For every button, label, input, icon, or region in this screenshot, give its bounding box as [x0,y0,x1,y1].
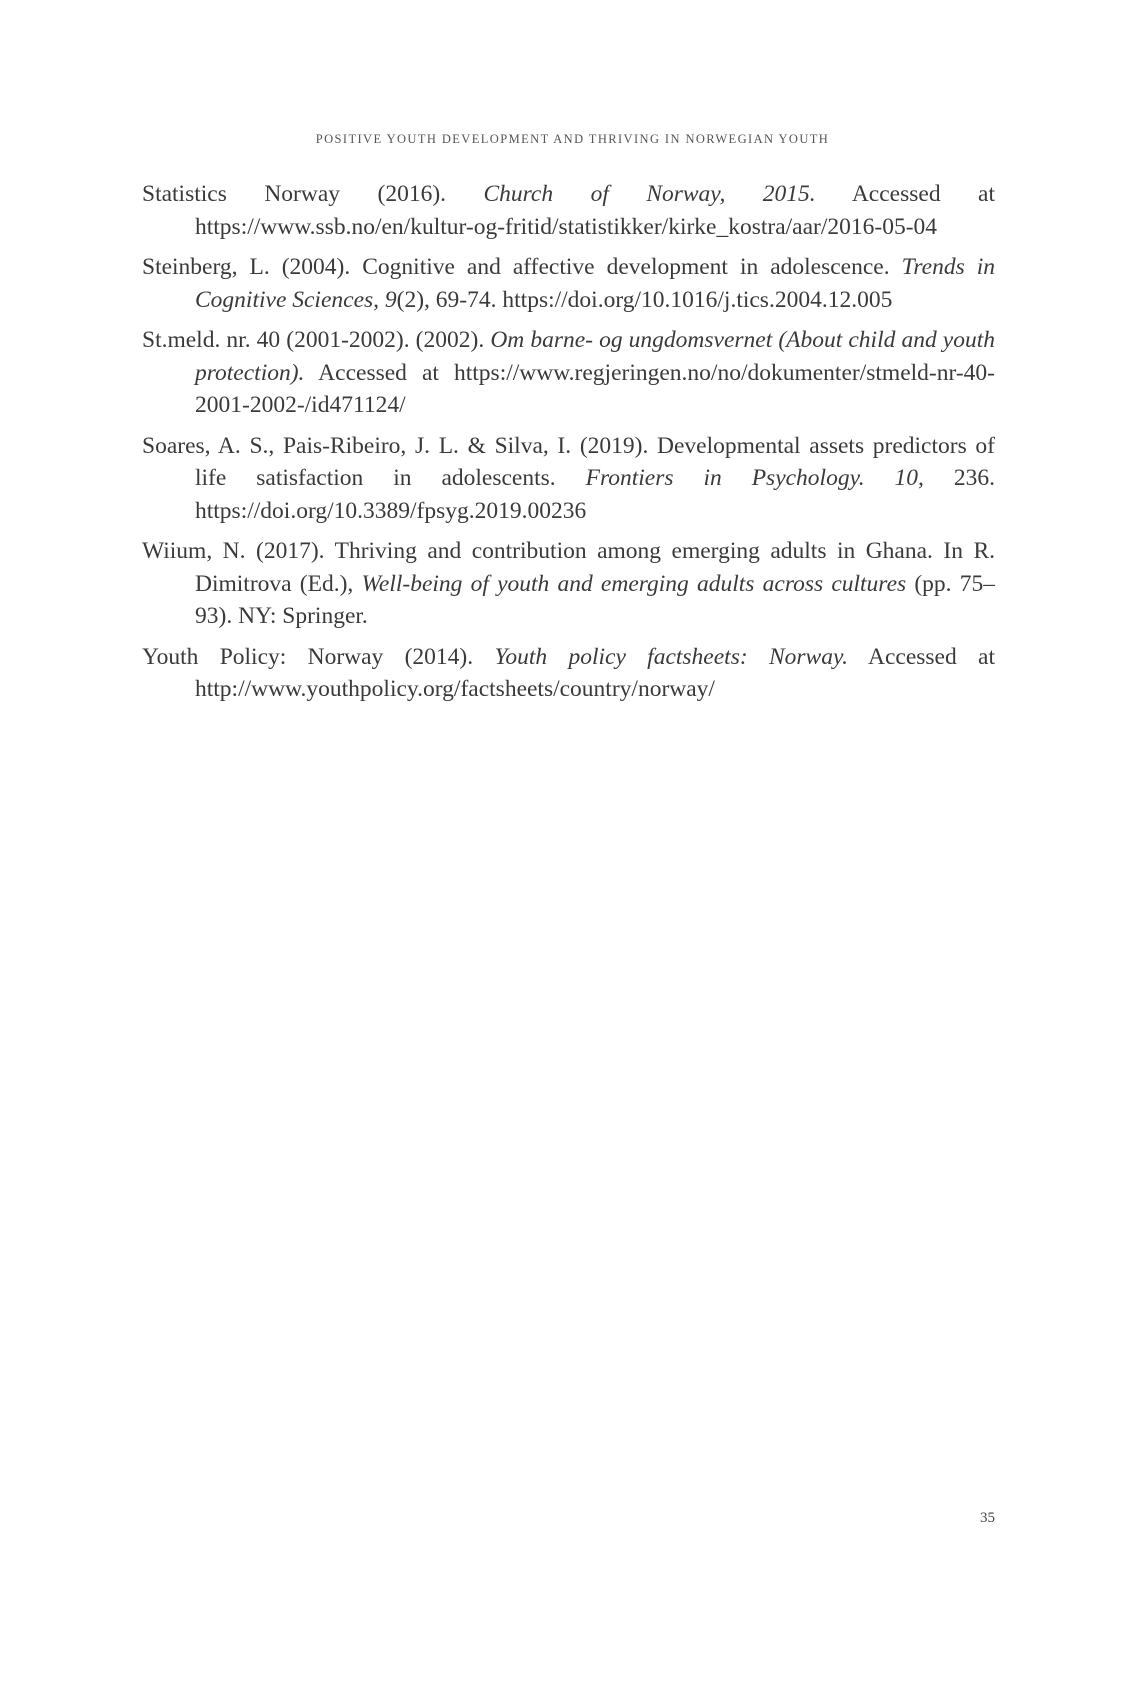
reference-text: 236. https://doi.org/10.3389/fpsyg.2019.00236 [195,465,995,524]
reference-text: Youth Policy: Norway (2014). [142,643,495,670]
reference-text: Statistics Norway (2016). [142,181,484,207]
reference-text: St.meld. nr. 40 (2001-2002). (2002). [142,327,491,353]
reference-entry-soares [142,430,995,528]
reference-italic-title: Youth policy factsheets: Norway. [494,643,848,670]
reference-entry-steinberg [142,251,995,316]
reference-entry-wiium [142,535,995,633]
reference-text: Soares, A. S., Pais-Ribeiro, J. L. & Silva, I. (2019). Developmental assets predictors of life satisfaction in adolescents. [142,432,995,491]
reference-text: Steinberg, L. (2004). Cognitive and affective development in adolescence. [142,254,902,280]
reference-italic-title: Well-being of youth and emerging adults across cultures [361,570,907,597]
reference-list [142,178,995,714]
reference-italic-title: Om barne- og ungdomsvernet (About child and youth protection). [195,327,995,386]
reference-text: Accessed at https://www.ssb.no/en/kultur-og-fritid/statistikker/kirke_kostra/aar/2016-05-04 [195,181,995,240]
page-number: 35 [980,1510,995,1526]
reference-text: (pp. 75–93). NY: Springer. [195,570,996,629]
reference-italic-title: Frontiers in Psychology. 10, [585,465,924,491]
reference-entry-statistics-norway [142,178,995,243]
reference-italic-title: Trends in Cognitive Sciences, 9 [195,254,995,313]
reference-entry-st-meld [142,324,995,422]
reference-text: (2), 69-74. https://doi.org/10.1016/j.tics.2004.12.005 [396,286,893,313]
running-header: POSITIVE YOUTH DEVELOPMENT AND THRIVING IN NORWEGIAN YOUTH [315,132,830,146]
reference-text: Accessed at http://www.youthpolicy.org/factsheets/country/norway/ [195,643,995,702]
reference-entry-youth-policy [142,641,995,706]
reference-text: Accessed at https://www.regjeringen.no/no/dokumenter/stmeld-nr-40-2001-2002-/id471124/ [195,359,995,418]
reference-text: Wiium, N. (2017). Thriving and contribution among emerging adults in Ghana. In R. Dimitrova (Ed.), [142,538,995,597]
reference-italic-title: Church of Norway, 2015. [483,181,816,207]
